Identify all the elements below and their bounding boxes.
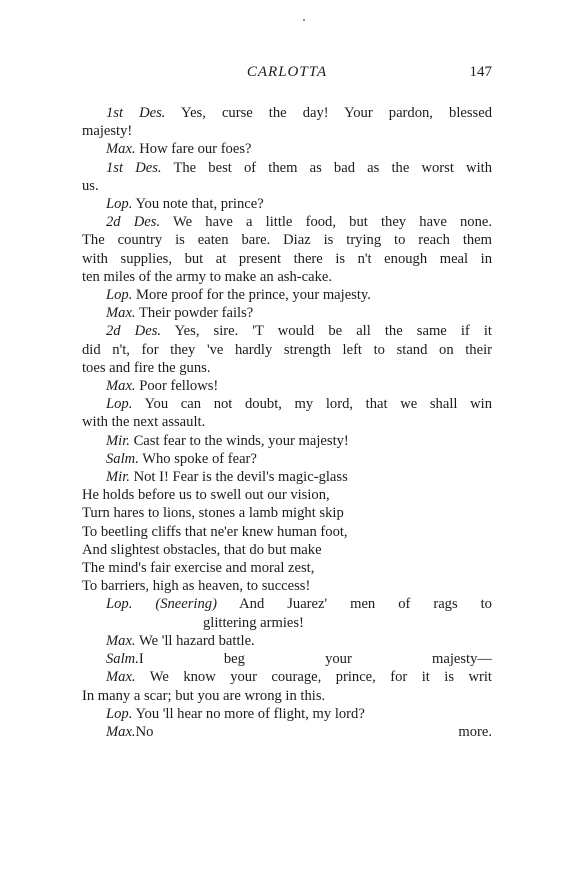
- text-line: [82, 140, 492, 158]
- page-number: 147: [469, 64, 492, 80]
- speech: with supplies, but at present there is n't enough meal in: [82, 250, 492, 267]
- verse-line: [82, 504, 492, 522]
- speech: Yes, sire. 'T would be all the same if it: [161, 323, 492, 340]
- stage-direction: (Sneering): [132, 596, 217, 613]
- speech: majesty!: [82, 123, 133, 140]
- text-line: [82, 632, 492, 650]
- text-line: [82, 304, 492, 322]
- verse-line: [82, 486, 492, 504]
- text-line: [82, 468, 492, 486]
- speaker: Max.: [106, 669, 136, 686]
- speech: We have a little food, but they have none.: [160, 214, 493, 231]
- text-line: [82, 359, 492, 377]
- speaker: Max.: [106, 378, 136, 395]
- speech: And slightest obstacles, that do but make: [82, 541, 322, 558]
- text-line: [82, 341, 492, 359]
- speech: The mind's fair exercise and moral zest,: [82, 560, 315, 577]
- speech: The best of them as bad as the worst with: [161, 159, 493, 176]
- speech: Cast fear to the winds, your majesty!: [129, 432, 349, 449]
- speech: Who spoke of fear?: [138, 450, 257, 467]
- verse-line: [82, 614, 492, 632]
- text-line: [82, 377, 492, 395]
- speech: You 'll hear no more of flight, my lord?: [132, 705, 365, 722]
- page-body: [82, 104, 492, 741]
- print-speck: [303, 19, 305, 21]
- speech: In many a scar; but you are wrong in this.: [82, 687, 326, 704]
- text-line: [82, 413, 492, 431]
- speaker: Lop.: [106, 287, 133, 304]
- text-line: [82, 231, 492, 249]
- speech: Poor fellows!: [135, 378, 219, 395]
- speaker: Max.: [106, 141, 136, 158]
- speaker: 2d Des.: [106, 214, 161, 231]
- speech: Yes, curse the day! Your pardon, blessed: [165, 105, 492, 121]
- speech: More proof for the prince, your majesty.: [132, 287, 371, 304]
- text-line: [82, 450, 492, 468]
- speaker: Lop.: [106, 196, 133, 213]
- speech: Not I! Fear is the devil's magic-glass: [129, 469, 348, 486]
- speech: No more.: [135, 723, 492, 740]
- speaker: Salm.: [106, 651, 139, 668]
- speech: us.: [82, 177, 99, 194]
- text-line: [82, 723, 492, 741]
- speech: I beg your majesty—: [138, 651, 492, 668]
- verse-line: [82, 577, 492, 595]
- speech: Their powder fails?: [135, 305, 254, 322]
- speech: How fare our foes?: [135, 141, 252, 158]
- text-line: [82, 250, 492, 268]
- speech: toes and fire the guns.: [82, 359, 211, 376]
- speech: You note that, prince?: [132, 196, 264, 213]
- speech: did n't, for they 've hardly strength left to stand on their: [82, 341, 492, 358]
- text-line: [82, 668, 492, 686]
- text-line: [82, 705, 492, 723]
- text-line: [82, 687, 492, 705]
- verse-line: [82, 559, 492, 577]
- text-line: [82, 432, 492, 450]
- speech: We 'll hazard battle.: [135, 632, 255, 649]
- speaker: 1st Des.: [106, 159, 162, 176]
- verse-line: [82, 523, 492, 541]
- page-header: [82, 64, 492, 86]
- text-line: [82, 595, 492, 613]
- speaker: 2d Des.: [106, 323, 162, 340]
- speaker: Max.: [106, 305, 136, 322]
- speaker: Max.: [106, 723, 136, 740]
- text-line: [82, 650, 492, 668]
- text-line: [82, 122, 492, 140]
- speech: Turn hares to lions, stones a lamb might skip: [82, 505, 344, 522]
- speech: We know your courage, prince, for it is writ: [135, 669, 492, 686]
- speaker: Mir.: [106, 432, 130, 449]
- text-line: [82, 159, 492, 177]
- running-title: CARLOTTA: [246, 64, 328, 80]
- speaker: Lop.: [106, 596, 133, 613]
- speech: You can not doubt, my lord, that we shall win: [132, 396, 492, 413]
- speaker: Mir.: [106, 469, 130, 486]
- text-line: [82, 268, 492, 286]
- speech: The country is eaten bare. Diaz is trying to reach them: [82, 232, 492, 249]
- text-line: [82, 322, 492, 340]
- text-line: [82, 104, 492, 122]
- speech: glittering armies!: [203, 614, 304, 631]
- speaker: Lop.: [106, 705, 133, 722]
- speech: To barriers, high as heaven, to success!: [82, 578, 311, 595]
- speech: ten miles of the army to make an ash-cake.: [82, 268, 333, 285]
- speech: with the next assault.: [82, 414, 206, 431]
- speech: And Juarez' men of rags to: [216, 596, 492, 613]
- verse-line: [82, 541, 492, 559]
- text-line: [82, 213, 492, 231]
- speaker: Max.: [106, 632, 136, 649]
- text-line: [82, 195, 492, 213]
- speaker: Salm.: [106, 450, 139, 467]
- speaker: 1st Des.: [106, 105, 166, 121]
- speech: He holds before us to swell out our vision,: [82, 487, 330, 504]
- text-line: [82, 177, 492, 195]
- speaker: Lop.: [106, 396, 133, 413]
- text-line: [82, 286, 492, 304]
- speech: To beetling cliffs that ne'er knew human foot,: [82, 523, 348, 540]
- text-line: [82, 395, 492, 413]
